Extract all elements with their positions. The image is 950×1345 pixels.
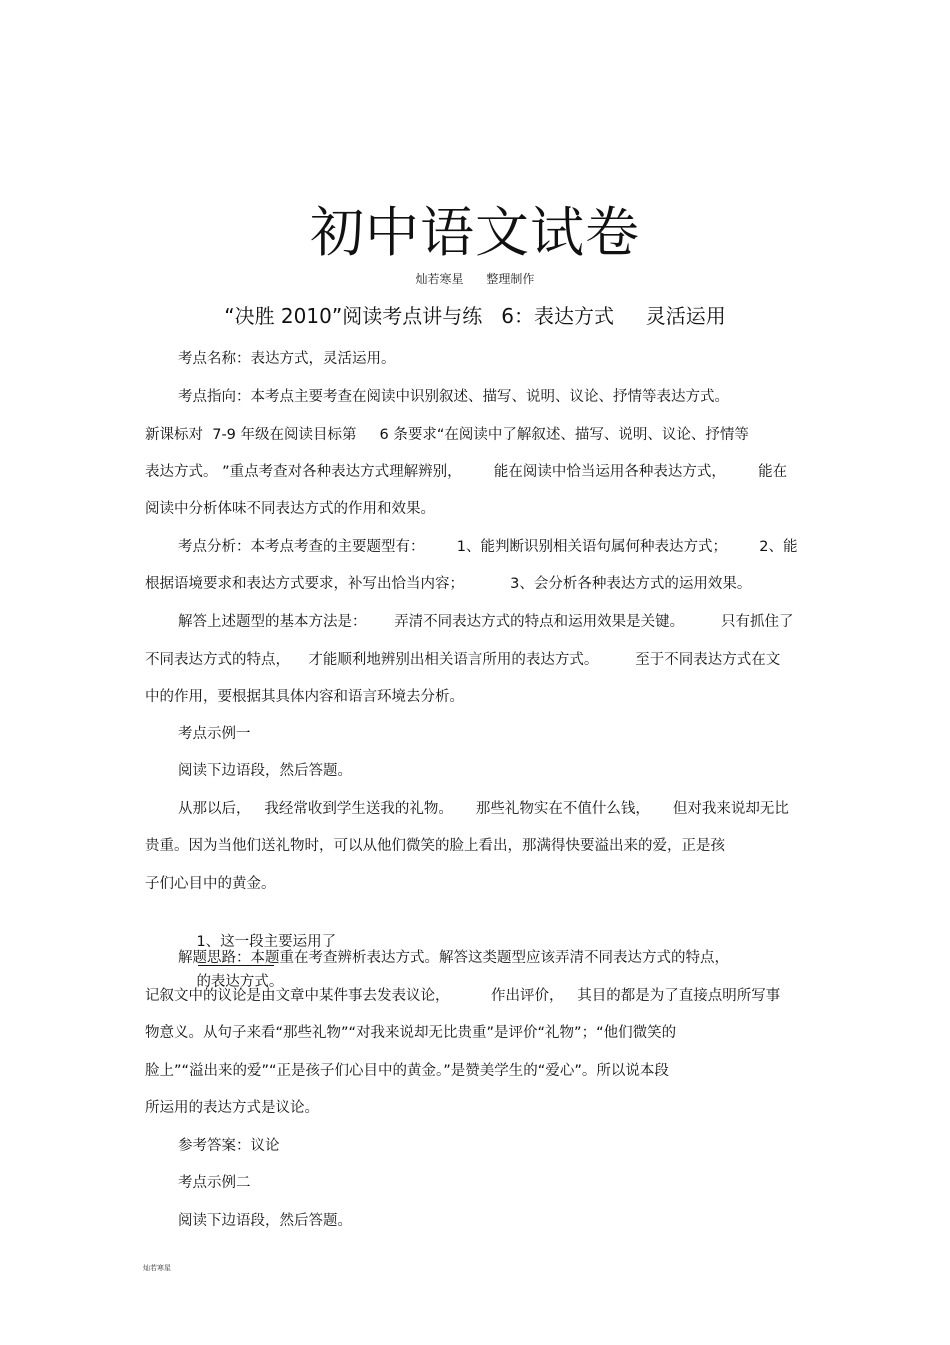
page-footer: 灿若寒星 — [143, 1264, 171, 1272]
question-prefix: 1、这一段主要运用了 — [196, 934, 337, 950]
analysis-line: 解题思路：本题重在考查辨析表达方式。解答这类题型应该弄清不同表达方式的特点， — [178, 950, 729, 966]
paragraph-line: 不同表达方式的特点， 才能顺利地辨别出相关语言所用的表达方式。 至于不同表达方式在文 — [145, 652, 781, 668]
paragraph-line: 考点指向：本考点主要考查在阅读中识别叙述、描写、说明、议论、抒情等表达方式。 — [178, 389, 729, 405]
example-heading: 考点示例一 — [178, 726, 251, 742]
paragraph-line: 考点分析：本考点考查的主要题型有： 1、能判断识别相关语句属何种表达方式； 2、能 — [178, 539, 798, 555]
paragraph-line: 表达方式。 ”重点考查对各种表达方式理解辨别， 能在阅读中恰当运用各种表达方式， 能在 — [145, 464, 788, 480]
document-title: 初中语文试卷 — [310, 201, 640, 264]
paragraph-line: 考点名称：表达方式，灵活运用。 — [178, 351, 396, 367]
paragraph-line: 中的作用，要根据其具体内容和语言环境去分析。 — [145, 689, 464, 705]
author-line: 灿若寒星 整理制作 — [415, 272, 535, 286]
paragraph-line: 新课标对 7-9 年级在阅读目标第 6 条要求“在阅读中了解叙述、描写、说明、议论、抒情等 — [145, 427, 749, 443]
analysis-line: 脸上”“溢出来的爱”“正是孩子们心目中的黄金。”是赞美学生的“爱心”。所以说本段 — [145, 1063, 669, 1079]
question-suffix: 的表达方式。 — [196, 974, 284, 990]
instruction-line: 阅读下边语段，然后答题。 — [178, 1213, 352, 1229]
analysis-line: 物意义。从句子来看“那些礼物”“对我来说却无比贵重”是评价“礼物”；“他们微笑的 — [145, 1025, 677, 1041]
section-subtitle: “决胜 2010”阅读考点讲与练 6：表达方式 灵活运用 — [224, 304, 726, 328]
example-heading: 考点示例二 — [178, 1175, 251, 1191]
analysis-line: 所运用的表达方式是议论。 — [145, 1100, 319, 1116]
analysis-line: 记叙文中的议论是由文章中某件事去发表议论， 作出评价， 其目的都是为了直接点明所写事 — [145, 988, 781, 1004]
instruction-line: 阅读下边语段，然后答题。 — [178, 763, 352, 779]
paragraph-line: 根据语境要求和表达方式要求，补写出恰当内容； 3、会分析各种表达方式的运用效果。 — [145, 576, 752, 592]
paragraph-line: 阅读中分析体味不同表达方式的作用和效果。 — [145, 501, 435, 517]
passage-line: 从那以后， 我经常收到学生送我的礼物。 那些礼物实在不值什么钱， 但对我来说却无比 — [178, 801, 789, 817]
passage-line: 贵重。因为当他们送礼物时，可以从他们微笑的脸上看出，那满得快要溢出来的爱，正是孩 — [145, 838, 725, 854]
passage-line: 子们心目中的黄金。 — [145, 876, 276, 892]
reference-answer: 参考答案：议论 — [178, 1138, 280, 1154]
paragraph-line: 解答上述题型的基本方法是： 弄清不同表达方式的特点和运用效果是关键。 只有抓住了 — [178, 614, 794, 630]
